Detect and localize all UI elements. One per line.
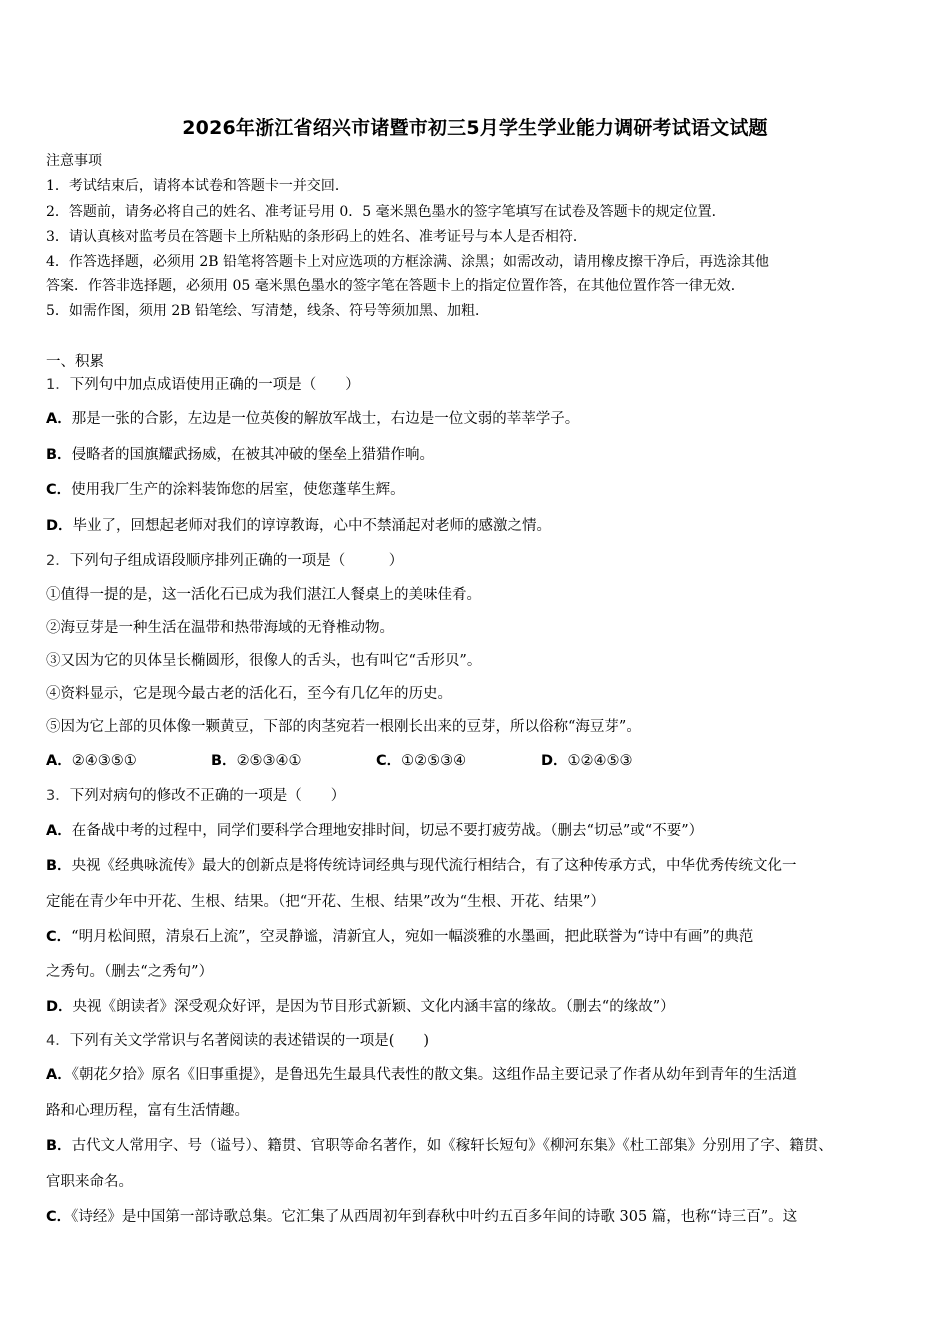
question-3-option-b-cont: 定能在青少年中开花、生根、结果。（把“开花、生根、结果”改为“生根、开花、结果”） [46,894,605,910]
question-2-stem [46,551,403,571]
option-label: D． [46,518,73,534]
question-text: 下列句子组成语段顺序排列正确的一项是（ ） [69,553,404,569]
option-label: A． [46,411,72,427]
option-text: ①②④⑤③ [567,753,633,769]
option-text: 央视《经典咏流传》最大的创新点是将传统诗词经典与现代流行相结合，有了这种传承方式，中华优秀传统文化一 [71,858,797,874]
option-label: B． [46,1138,72,1154]
option-text: 使用我厂生产的涂料装饰您的居室，使您蓬荜生辉。 [71,482,405,498]
sentence-item: ④资料显示，它是现今最古老的活化石，至今有几亿年的历史。 [46,686,452,702]
question-4-option-a [46,1065,797,1085]
question-4-stem [46,1031,429,1051]
notice-item: 3．请认真核对监考员在答题卡上所粘贴的条形码上的姓名、准考证号与本人是否相符． [46,229,587,245]
question-1-option-c [46,480,405,500]
option-text: 毕业了，回想起老师对我们的谆谆教诲，心中不禁涌起对老师的感激之情。 [72,518,552,534]
question-3-option-c [46,927,753,947]
option-label: D． [46,999,73,1015]
question-4-option-c [46,1207,797,1227]
question-number: 1． [46,377,70,393]
question-1-option-b [46,445,434,465]
question-3-stem [46,786,345,806]
choice-b [211,751,376,771]
option-text: 央视《朗读者》深受观众好评，是因为节目形式新颖、文化内涵丰富的缘故。（删去“的缘故”） [72,999,675,1015]
option-label: A． [46,753,72,769]
question-1-stem [46,375,360,395]
option-text: “明月松间照，清泉石上流”，空灵静谧，清新宜人，宛如一幅淡雅的水墨画，把此联誉为“诗中有画”的典范 [71,929,754,945]
option-text: ②④③⑤① [71,753,137,769]
option-label: C． [46,929,72,945]
option-label: C． [376,753,402,769]
choice-c [376,751,541,771]
option-text: 《诗经》是中国第一部诗歌总集。它汇集了从西周初年到春秋中叶约五百多年间的诗歌 305 篇，也称“诗三百”。这 [71,1209,798,1225]
option-label: A． [46,1067,72,1083]
question-2-choices [46,751,633,771]
question-1-option-a [46,409,579,429]
question-3-option-a [46,821,703,841]
question-number: 4． [46,1033,70,1049]
option-text: 在备战中考的过程中，同学们要科学合理地安排时间，切忌不要打疲劳战。（删去“切忌”或“不要”） [71,823,704,839]
sentence-item: ①值得一提的是，这一活化石已成为我们湛江人餐桌上的美味佳肴。 [46,587,481,603]
sentence-item: ②海豆芽是一种生活在温带和热带海域的无脊椎动物。 [46,620,394,636]
question-text: 下列对病句的修改不正确的一项是（ ） [69,788,346,804]
notice-item: 答案．作答非选择题，必须用 05 毫米黑色墨水的签字笔在答题卡上的指定位置作答，在其他位置作答一律无效． [46,278,745,294]
option-text: 侵略者的国旗耀武扬威，在被其冲破的堡垒上猎猎作响。 [71,447,435,463]
question-number: 3． [46,788,70,804]
option-label: C． [46,482,72,498]
notice-item: 2．答题前，请务必将自己的姓名、准考证号用 0．5 毫米黑色墨水的签字笔填写在试卷及答题卡的规定位置． [46,204,726,220]
question-3-option-c-cont: 之秀句。（删去“之秀句”） [46,964,214,980]
option-label: A． [46,823,72,839]
question-3-option-b [46,856,797,876]
question-4-option-b [46,1136,833,1156]
question-text: 下列句中加点成语使用正确的一项是（ ） [69,377,360,393]
notice-item: 5．如需作图，须用 2B 铅笔绘、写清楚，线条、符号等须加黑、加粗． [46,303,490,319]
question-4-option-a-cont: 路和心理历程，富有生活情趣。 [46,1103,249,1119]
option-label: B． [211,753,237,769]
option-text: 那是一张的合影，左边是一位英俊的解放军战士，右边是一位文弱的莘莘学子。 [71,411,580,427]
option-label: D． [541,753,568,769]
question-1-option-d [46,516,551,536]
option-label: C． [46,1209,72,1225]
question-3-option-d [46,997,675,1017]
section-heading: 一、积累 [46,354,104,370]
option-text: ①②⑤③④ [401,753,467,769]
question-number: 2． [46,553,70,569]
option-text: ②⑤③④① [236,753,302,769]
notice-heading: 注意事项 [46,153,102,169]
question-4-option-b-cont: 官职来命名。 [46,1174,133,1190]
choice-d [541,751,633,771]
option-label: B． [46,447,72,463]
question-text: 下列有关文学常识与名著阅读的表述错误的一项是( ) [69,1033,430,1049]
page-title: 2026年浙江省绍兴市诸暨市初三5月学生学业能力调研考试语文试题 [182,117,768,139]
sentence-item: ③又因为它的贝体呈长椭圆形，很像人的舌头，也有叫它“舌形贝”。 [46,653,482,669]
notice-item: 4．作答选择题，必须用 2B 铅笔将答题卡上对应选项的方框涂满、涂黑；如需改动，请用橡皮擦干净后，再选涂其他 [46,254,769,270]
choice-a [46,751,211,771]
option-text: 古代文人常用字、号（谥号）、籍贯、官职等命名著作，如《稼轩长短句》《柳河东集》《杜工部集》分别用了字、籍贯、 [71,1138,833,1154]
sentence-item: ⑤因为它上部的贝体像一颗黄豆，下部的肉茎宛若一根刚长出来的豆芽，所以俗称“海豆芽”。 [46,719,641,735]
option-text: 《朝花夕拾》原名《旧事重提》，是鲁迅先生最具代表性的散文集。这组作品主要记录了作者从幼年到青年的生活道 [71,1067,797,1083]
option-label: B． [46,858,72,874]
notice-item: 1．考试结束后，请将本试卷和答题卡一并交回． [46,178,349,194]
